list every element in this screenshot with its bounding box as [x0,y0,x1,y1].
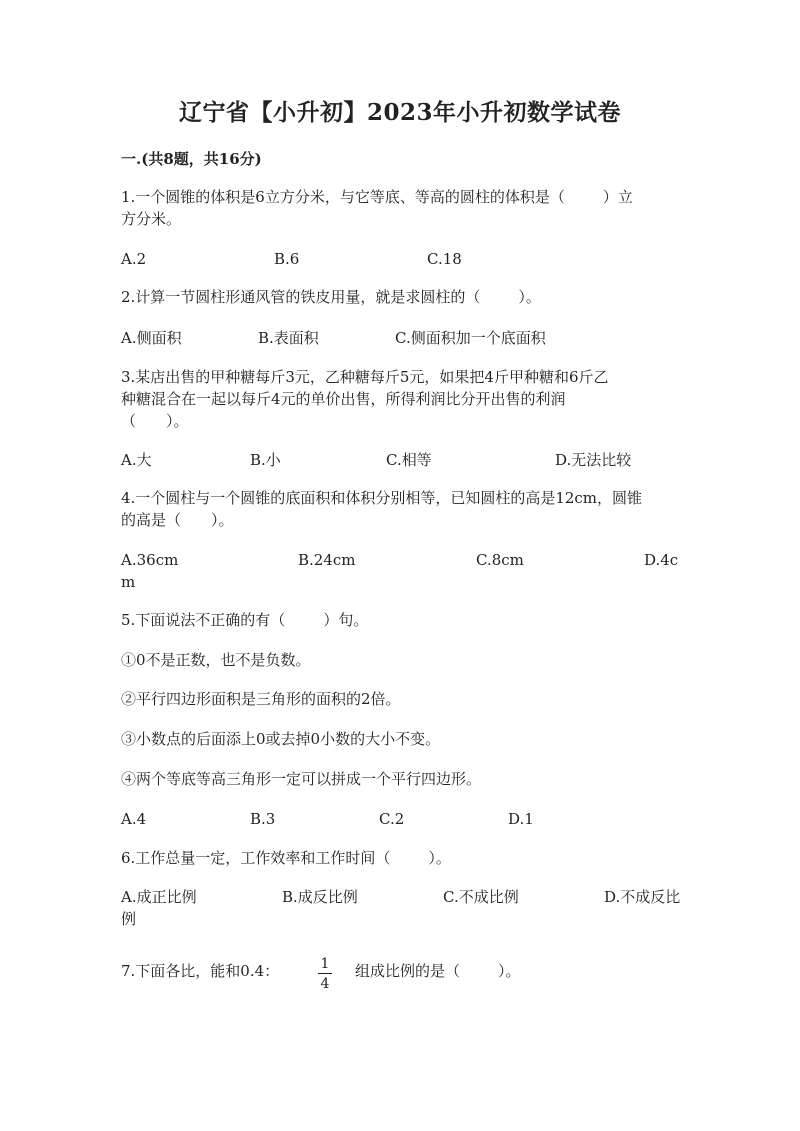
question-4-text-b: 的高是（ [121,511,182,529]
question-6 [121,847,681,869]
question-2-text-a: 2.计算一节圆柱形通风管的铁皮用量，就是求圆柱的（ [121,288,481,306]
q6-option-c: C.不成比例 [443,888,519,906]
question-2-text-b: ）。 [518,288,541,306]
question-3-text-c: （ [121,412,137,430]
q2-option-a: A.侧面积 [121,329,182,347]
q2-option-b: B.表面积 [258,329,319,347]
q5-option-b: B.3 [250,810,276,828]
q3-option-c: C.相等 [386,451,432,469]
question-1 [121,186,681,230]
question-6-text-a: 6.工作总量一定，工作效率和工作时间（ [121,849,391,867]
question-5-text-a: 5.下面说法不正确的有（ [121,611,286,629]
question-1-text-a: 1.一个圆锥的体积是6立方分米，与它等底、等高的圆柱的体积是（ [121,188,565,206]
question-2 [121,286,681,308]
question-1-text-b: ）立 [602,188,633,206]
q6-option-b: B.成反比例 [282,888,358,906]
q5-option-a: A.4 [121,810,147,828]
q5-statement-1: ①0不是正数，也不是负数。 [121,651,311,669]
q4-option-d: D.4cm [121,551,679,591]
q5-option-d: D.1 [508,810,534,828]
q6-option-d: D.不成反比例 [121,888,681,928]
section-heading: 一.(共8题，共16分) [121,150,262,168]
question-4-text-c: ）。 [211,511,234,529]
question-3 [121,366,681,432]
q1-option-a: A.2 [121,250,147,268]
q3-option-b: B.小 [250,451,281,469]
q5-statement-2: ②平行四边形面积是三角形的面积的2倍。 [121,690,401,708]
question-5-text-b: ）句。 [323,611,369,629]
question-4 [121,487,681,531]
fraction-denominator: 4 [320,976,330,992]
q1-option-c: C.18 [427,250,462,268]
fraction-one-quarter [318,956,332,992]
question-7-text-c: ）。 [498,962,521,980]
q4-option-d-wrapper [121,549,681,593]
page-title: 辽宁省【小升初】2023年小升初数学试卷 [178,99,621,126]
question-3-text-b: 种糖混合在一起以每斤4元的单价出售，所得利润比分开出售的利润 [121,390,566,408]
question-1-text-c: 方分米。 [121,210,182,228]
q3-option-d: D.无法比较 [555,451,632,469]
question-3-text-d: ）。 [166,412,189,430]
q5-statement-4: ④两个等底等高三角形一定可以拼成一个平行四边形。 [121,770,482,788]
q2-option-c: C.侧面积加一个底面积 [395,329,546,347]
question-5 [121,609,681,631]
question-7-text-b-a: 组成比例的是（ [355,962,461,980]
q3-option-a: A.大 [121,451,152,469]
q4-option-c: C.8cm [476,551,524,569]
q5-option-c: C.2 [379,810,405,828]
q1-option-b: B.6 [274,250,300,268]
q5-statement-3: ③小数点的后面添上0或去掉0小数的大小不变。 [121,730,441,748]
question-6-text-b: ）。 [428,849,451,867]
question-3-text-a: 3.某店出售的甲种糖每斤3元，乙种糖每斤5元，如果把4斤甲种糖和6斤乙 [121,368,609,386]
q6-option-a: A.成正比例 [121,888,197,906]
fraction-numerator: 1 [318,956,332,974]
question-7-text-b [355,960,521,982]
question-7-text-a: 7.下面各比，能和0.4： [121,962,280,980]
q4-option-b: B.24cm [298,551,356,569]
q4-option-a: A.36cm [121,551,179,569]
q6-option-d-wrapper [121,886,681,930]
question-4-text-a: 4.一个圆柱与一个圆锥的底面积和体积分别相等，已知圆柱的高是12cm，圆锥 [121,489,643,507]
